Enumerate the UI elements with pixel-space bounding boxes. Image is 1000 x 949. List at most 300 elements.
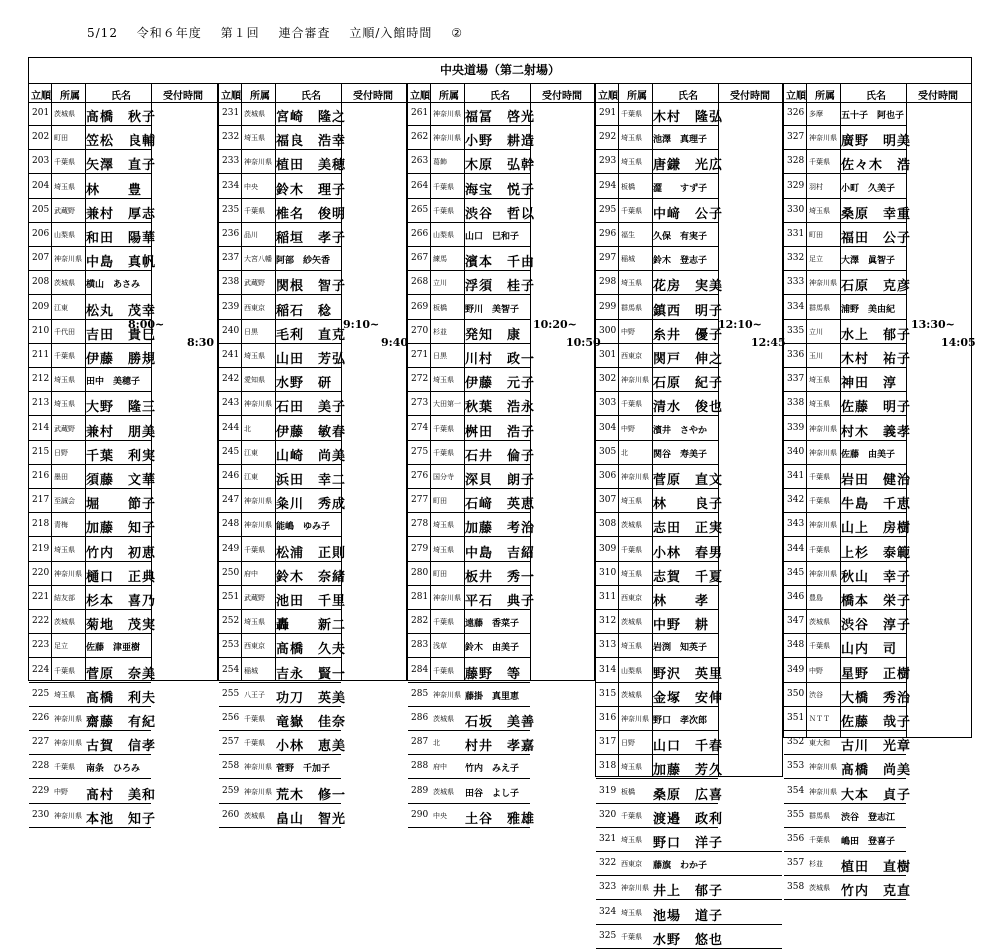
table-row: [29, 465, 157, 489]
participant-name: 大橋 秀治: [841, 690, 912, 706]
table-row: [29, 683, 157, 707]
affiliation: 西東京: [621, 352, 642, 360]
column-header-label: 立順: [31, 91, 51, 102]
table-row: [596, 901, 782, 925]
affiliation: 千葉県: [809, 642, 830, 651]
participant-name: 古川 光章: [841, 739, 912, 755]
affiliation: 千葉県: [621, 811, 642, 820]
table-row: [596, 344, 724, 368]
order-number: 228: [32, 761, 50, 772]
table-row: [784, 296, 906, 320]
affiliation: 府中: [433, 763, 447, 772]
affiliation: 埼玉県: [621, 908, 642, 917]
table-row: [219, 247, 341, 271]
participant-name: 髙橋 尚美: [841, 763, 912, 779]
table-row: [408, 659, 530, 683]
order-number: 223: [32, 640, 50, 651]
table-row: [596, 271, 724, 295]
table-row: [29, 296, 157, 320]
affiliation: 千葉県: [433, 448, 454, 457]
participant-name: 板井 秀一: [465, 569, 536, 585]
affiliation: 千葉県: [433, 618, 454, 627]
order-number: 343: [787, 519, 805, 530]
affiliation: 山梨県: [433, 231, 454, 239]
order-number: 306: [599, 471, 617, 481]
table-row: [408, 707, 536, 731]
participant-name: 桑原 幸重: [841, 206, 912, 222]
table-row: [408, 199, 536, 223]
participant-name: 野川 美智子: [465, 304, 520, 315]
order-number: 270: [411, 325, 429, 336]
participant-name: 川村 政一: [465, 352, 536, 367]
order-number: 243: [222, 398, 240, 409]
order-number: 314: [599, 664, 617, 675]
table-row: [29, 586, 157, 610]
order-number: 272: [411, 374, 429, 385]
table-row: [784, 175, 906, 199]
participant-name: 鈴木 奈緒: [276, 569, 347, 585]
order-number: 244: [222, 422, 240, 433]
column-header-label: 立順: [786, 91, 806, 102]
table-row: [596, 683, 724, 707]
participant-name: 浜田 幸二: [276, 473, 347, 488]
affiliation: 神奈川県: [244, 787, 272, 796]
order-number: 251: [222, 592, 240, 602]
affiliation: 稲城: [244, 666, 258, 675]
participant-name: 中島 吉紹: [465, 545, 536, 561]
table-row: [219, 562, 347, 586]
table-row: [596, 199, 724, 223]
participant-name: 伊藤 勝規: [86, 352, 157, 367]
header-title: 立順/入館時間: [349, 26, 433, 40]
affiliation: 千葉県: [244, 739, 265, 748]
affiliation: 神奈川県: [621, 884, 649, 893]
order-number: 287: [411, 737, 429, 748]
table-row: [29, 755, 151, 779]
order-number: 211: [32, 350, 50, 360]
affiliation: 北: [621, 448, 628, 457]
participant-name: 林 良子: [653, 497, 724, 513]
table-row: [219, 634, 347, 658]
affiliation: 玉川: [809, 352, 823, 360]
participant-name: 佐藤 津亜樹: [86, 643, 141, 654]
order-number: 325: [599, 930, 617, 941]
reception-time-end: 9:40: [381, 336, 409, 349]
table-row: [219, 659, 347, 683]
order-number: 351: [787, 713, 805, 723]
affiliation: 武蔵野: [54, 206, 75, 215]
affiliation: 神奈川県: [244, 158, 272, 167]
order-number: 277: [411, 495, 429, 506]
participant-name: 水上 郁子: [841, 327, 912, 343]
order-number: 265: [411, 204, 429, 215]
participant-name: 功刀 英美: [276, 690, 347, 706]
order-number: 266: [411, 229, 429, 239]
participant-name: 久保 有実子: [653, 232, 708, 242]
table-row: [408, 247, 536, 271]
affiliation: 豊島: [809, 594, 823, 602]
table-row: [29, 247, 157, 271]
participant-name: 藤野 等: [465, 666, 522, 682]
table-row: [596, 876, 782, 900]
table-row: [408, 417, 536, 441]
participant-name: 佐藤 由美子: [841, 449, 896, 460]
affiliation: 中野: [54, 787, 68, 796]
table-row: [408, 465, 536, 489]
order-number: 209: [32, 301, 50, 312]
participant-name: 吉永 賢一: [276, 666, 347, 682]
order-number: 289: [411, 785, 429, 796]
table-row: [596, 126, 718, 150]
participant-name: 上杉 泰範: [841, 545, 912, 561]
affiliation: 埼玉県: [54, 376, 75, 385]
header-year: 令和６年度: [136, 26, 202, 40]
order-number: 276: [411, 471, 429, 481]
affiliation: 神奈川県: [433, 690, 461, 699]
table-row: [219, 804, 347, 828]
column-header-label: 立順: [410, 91, 430, 102]
participant-name: 竹内 初恵: [86, 545, 157, 561]
participant-name: 加藤 考治: [465, 521, 536, 537]
participant-name: 浦野 美由紀: [841, 304, 896, 315]
order-number: 322: [599, 858, 617, 869]
table-row: [219, 489, 347, 513]
column-header-label: 受付時間: [163, 91, 203, 102]
participant-name: 山上 房樹: [841, 521, 912, 537]
order-number: 327: [787, 132, 805, 143]
table-row: [408, 150, 536, 174]
participant-name: 山田 芳弘: [276, 352, 347, 367]
table-row: [784, 659, 912, 683]
roster-block: [595, 83, 783, 948]
order-number: 232: [222, 132, 240, 143]
table-row: [219, 271, 347, 295]
order-number: 238: [222, 277, 240, 288]
table-row: [219, 586, 347, 610]
affiliation: 西東京: [244, 642, 265, 651]
table-row: [784, 320, 912, 344]
order-number: 332: [787, 253, 805, 264]
table-row: [408, 368, 536, 392]
affiliation: 埼玉県: [621, 279, 642, 288]
participant-name: 阿部 紗矢香: [276, 256, 331, 267]
column-header: [29, 84, 217, 103]
participant-name: 伊藤 元子: [465, 376, 536, 392]
order-number: 224: [32, 664, 50, 675]
participant-name: 渋谷 登志江: [841, 812, 896, 823]
table-row: [29, 610, 157, 634]
affiliation: 群馬県: [621, 303, 642, 312]
participant-name: 粂川 秀成: [276, 497, 347, 513]
table-row: [29, 562, 157, 586]
affiliation: 神奈川県: [809, 763, 837, 772]
table-row: [596, 296, 724, 320]
order-number: 203: [32, 156, 50, 167]
table-row: [596, 223, 718, 247]
affiliation: 千葉県: [433, 666, 454, 675]
affiliation: 西東京: [621, 860, 642, 869]
table-row: [596, 610, 718, 634]
affiliation: 神奈川県: [809, 569, 837, 578]
participant-name: 能嶋 ゆみ子: [276, 522, 331, 533]
order-number: 282: [411, 616, 429, 627]
order-number: 217: [32, 495, 50, 506]
participant-name: 小町 久美子: [841, 183, 896, 194]
table-row: [596, 804, 724, 828]
order-number: 261: [411, 108, 429, 118]
participant-name: 小林 春男: [653, 545, 724, 561]
participant-name: 秋葉 浩永: [465, 400, 536, 416]
participant-name: 山内 司: [841, 642, 898, 658]
table-row: [596, 634, 718, 658]
participant-name: 佐藤 明子: [841, 400, 912, 416]
table-row: [408, 489, 536, 513]
participant-name: 渡邉 政利: [653, 811, 724, 827]
participant-name: 水野 研: [276, 376, 333, 392]
participant-name: 発知 康: [465, 327, 522, 343]
participant-name: 鈴木 登志子: [653, 256, 708, 267]
table-row: [596, 417, 718, 441]
participant-name: 関根 智子: [276, 279, 347, 295]
participant-name: 小野 耕造: [465, 134, 536, 150]
table-row: [784, 223, 912, 247]
table-row: [784, 876, 912, 900]
order-number: 296: [599, 229, 617, 239]
order-number: 353: [787, 761, 805, 772]
participant-name: 堀 節子: [86, 497, 157, 513]
participant-name: 林 孝: [653, 594, 710, 609]
affiliation: 中野: [809, 666, 823, 675]
affiliation: 神奈川県: [244, 400, 272, 409]
table-row: [596, 150, 724, 174]
affiliation: 町田: [433, 497, 447, 506]
participant-name: 矢澤 直子: [86, 158, 157, 174]
table-row: [219, 126, 347, 150]
participant-name: 髙橋 秋子: [86, 110, 157, 125]
order-number: 293: [599, 156, 617, 167]
participant-name: 村井 孝嘉: [465, 739, 536, 755]
affiliation: 埼玉県: [621, 134, 642, 143]
affiliation: 茨城県: [244, 110, 265, 118]
participant-name: 須藤 文華: [86, 473, 157, 488]
order-number: 308: [599, 519, 617, 530]
affiliation: 埼玉県: [54, 400, 75, 409]
table-row: [29, 368, 151, 392]
table-row: [219, 417, 347, 441]
column-header-label: 氏名: [301, 91, 321, 102]
table-row: [596, 538, 724, 562]
affiliation: 神奈川県: [809, 424, 837, 433]
column-header-label: 氏名: [490, 91, 510, 102]
participant-name: 椎名 俊明: [276, 206, 347, 222]
participant-name: 稲垣 孝子: [276, 231, 347, 246]
table-row: [29, 804, 157, 828]
order-number: 286: [411, 713, 429, 723]
table-row: [29, 271, 151, 295]
table-row: [784, 199, 912, 223]
order-number: 344: [787, 543, 805, 554]
order-number: 212: [32, 374, 50, 385]
order-number: 300: [599, 325, 617, 336]
participant-name: 関谷 寿美子: [653, 449, 708, 460]
participant-name: 野口 洋子: [653, 836, 724, 851]
participant-name: 髙橋 久夫: [276, 642, 347, 658]
order-number: 304: [599, 422, 617, 433]
order-number: 294: [599, 180, 617, 191]
affiliation: 日黒: [244, 327, 258, 336]
order-number: 311: [599, 592, 617, 602]
participant-name: 清水 俊也: [653, 400, 724, 416]
order-number: 226: [32, 713, 50, 723]
affiliation: 江東: [244, 473, 258, 481]
participant-name: 松丸 茂幸: [86, 303, 157, 319]
table-row: [408, 683, 530, 707]
affiliation: 茨城県: [433, 787, 454, 796]
order-number: 245: [222, 446, 240, 457]
participant-name: 土谷 雅雄: [465, 811, 536, 827]
order-number: 205: [32, 204, 50, 215]
table-row: [596, 392, 724, 416]
table-row: [219, 392, 347, 416]
column-header-label: 所属: [439, 91, 459, 102]
table-row: [784, 828, 906, 852]
table-row: [219, 465, 347, 489]
participant-name: 鈴木 由美子: [465, 643, 520, 654]
participant-name: 神田 淳: [841, 376, 898, 392]
header-page: ②: [451, 26, 463, 40]
order-number: 252: [222, 616, 240, 627]
order-number: 259: [222, 785, 240, 796]
table-row: [596, 368, 724, 392]
order-number: 213: [32, 398, 50, 409]
participant-name: 関戸 伸之: [653, 352, 724, 367]
order-number: 239: [222, 301, 240, 312]
table-row: [784, 465, 912, 489]
affiliation: 中野: [621, 327, 635, 336]
column-header-label: 受付時間: [918, 91, 958, 102]
order-number: 292: [599, 132, 617, 143]
affiliation: 群馬県: [809, 811, 830, 820]
participant-name: 田中 美穂子: [86, 377, 141, 388]
participant-name: 林 豊: [86, 182, 143, 198]
table-row: [408, 513, 536, 537]
table-row: [408, 562, 536, 586]
table-row: [408, 731, 536, 755]
table-row: [784, 368, 906, 392]
participant-name: 菊地 茂実: [86, 618, 157, 634]
table-row: [219, 296, 341, 320]
affiliation: 埼玉県: [54, 182, 75, 191]
affiliation: 千葉県: [54, 158, 75, 167]
order-number: 320: [599, 809, 617, 820]
table-row: [219, 368, 341, 392]
table-row: [784, 731, 912, 755]
affiliation: 町田: [54, 134, 68, 143]
order-number: 317: [599, 737, 617, 748]
column-header-label: 立順: [221, 91, 241, 102]
table-row: [784, 562, 912, 586]
affiliation: 神奈川県: [621, 376, 649, 385]
participant-name: 花房 実美: [653, 279, 724, 295]
table-row: [408, 634, 530, 658]
table-row: [408, 344, 536, 368]
reception-time-start: 8:00~: [128, 318, 165, 331]
affiliation: 山梨県: [621, 666, 642, 675]
affiliation: 埼玉県: [621, 642, 642, 651]
affiliation: 日野: [621, 739, 635, 748]
table-row: [219, 731, 347, 755]
affiliation: 埼玉県: [54, 545, 75, 554]
roster-block: [218, 83, 407, 827]
order-number: 319: [599, 785, 617, 796]
order-number: 348: [787, 640, 805, 651]
participant-name: 五十子 阿也子: [841, 111, 905, 121]
affiliation: 千葉県: [621, 110, 642, 118]
affiliation: 千葉県: [54, 763, 75, 772]
order-number: 299: [599, 301, 617, 312]
participant-name: 橋本 栄子: [841, 594, 912, 609]
table-row: [29, 126, 157, 150]
order-number: 309: [599, 543, 617, 554]
participant-name: 宮崎 隆之: [276, 110, 347, 125]
order-number: 357: [787, 858, 805, 869]
order-number: 233: [222, 156, 240, 167]
order-number: 274: [411, 422, 429, 433]
table-row: [408, 392, 536, 416]
order-number: 269: [411, 301, 429, 312]
participant-name: 村木 義孝: [841, 424, 912, 440]
affiliation: 至誠会: [54, 497, 75, 506]
order-number: 264: [411, 180, 429, 191]
order-number: 208: [32, 277, 50, 288]
table-row: [408, 610, 530, 634]
participant-name: 髙橋 利夫: [86, 690, 157, 706]
participant-name: 野沢 英里: [653, 666, 724, 682]
table-row: [596, 465, 724, 489]
table-row: [219, 707, 347, 731]
order-number: 218: [32, 519, 50, 530]
order-number: 356: [787, 834, 805, 844]
table-row: [408, 755, 530, 779]
order-number: 302: [599, 374, 617, 385]
affiliation: 千葉県: [244, 545, 265, 554]
column-header: [219, 84, 406, 103]
participant-name: 金塚 安伸: [653, 690, 724, 706]
order-number: 278: [411, 519, 429, 530]
table-row: [596, 320, 724, 344]
table-row: [784, 489, 912, 513]
participant-name: 加藤 知子: [86, 521, 157, 537]
table-row: [29, 175, 151, 199]
order-number: 254: [222, 664, 240, 675]
order-number: 241: [222, 350, 240, 360]
order-number: 280: [411, 567, 429, 578]
order-number: 341: [787, 471, 805, 481]
affiliation: 板橋: [621, 182, 635, 191]
affiliation: 千代田: [54, 327, 75, 336]
table-row: [784, 634, 906, 658]
affiliation: 千葉県: [244, 715, 265, 723]
participant-name: 中島 真帆: [86, 255, 157, 271]
affiliation: 埼玉県: [809, 376, 830, 385]
participant-name: 樋口 正典: [86, 569, 157, 585]
participant-name: 鈴木 理子: [276, 182, 347, 198]
table-row: [29, 392, 157, 416]
participant-name: 山崎 尚美: [276, 448, 347, 464]
order-number: 273: [411, 398, 429, 409]
order-number: 358: [787, 882, 805, 893]
order-number: 250: [222, 567, 240, 578]
